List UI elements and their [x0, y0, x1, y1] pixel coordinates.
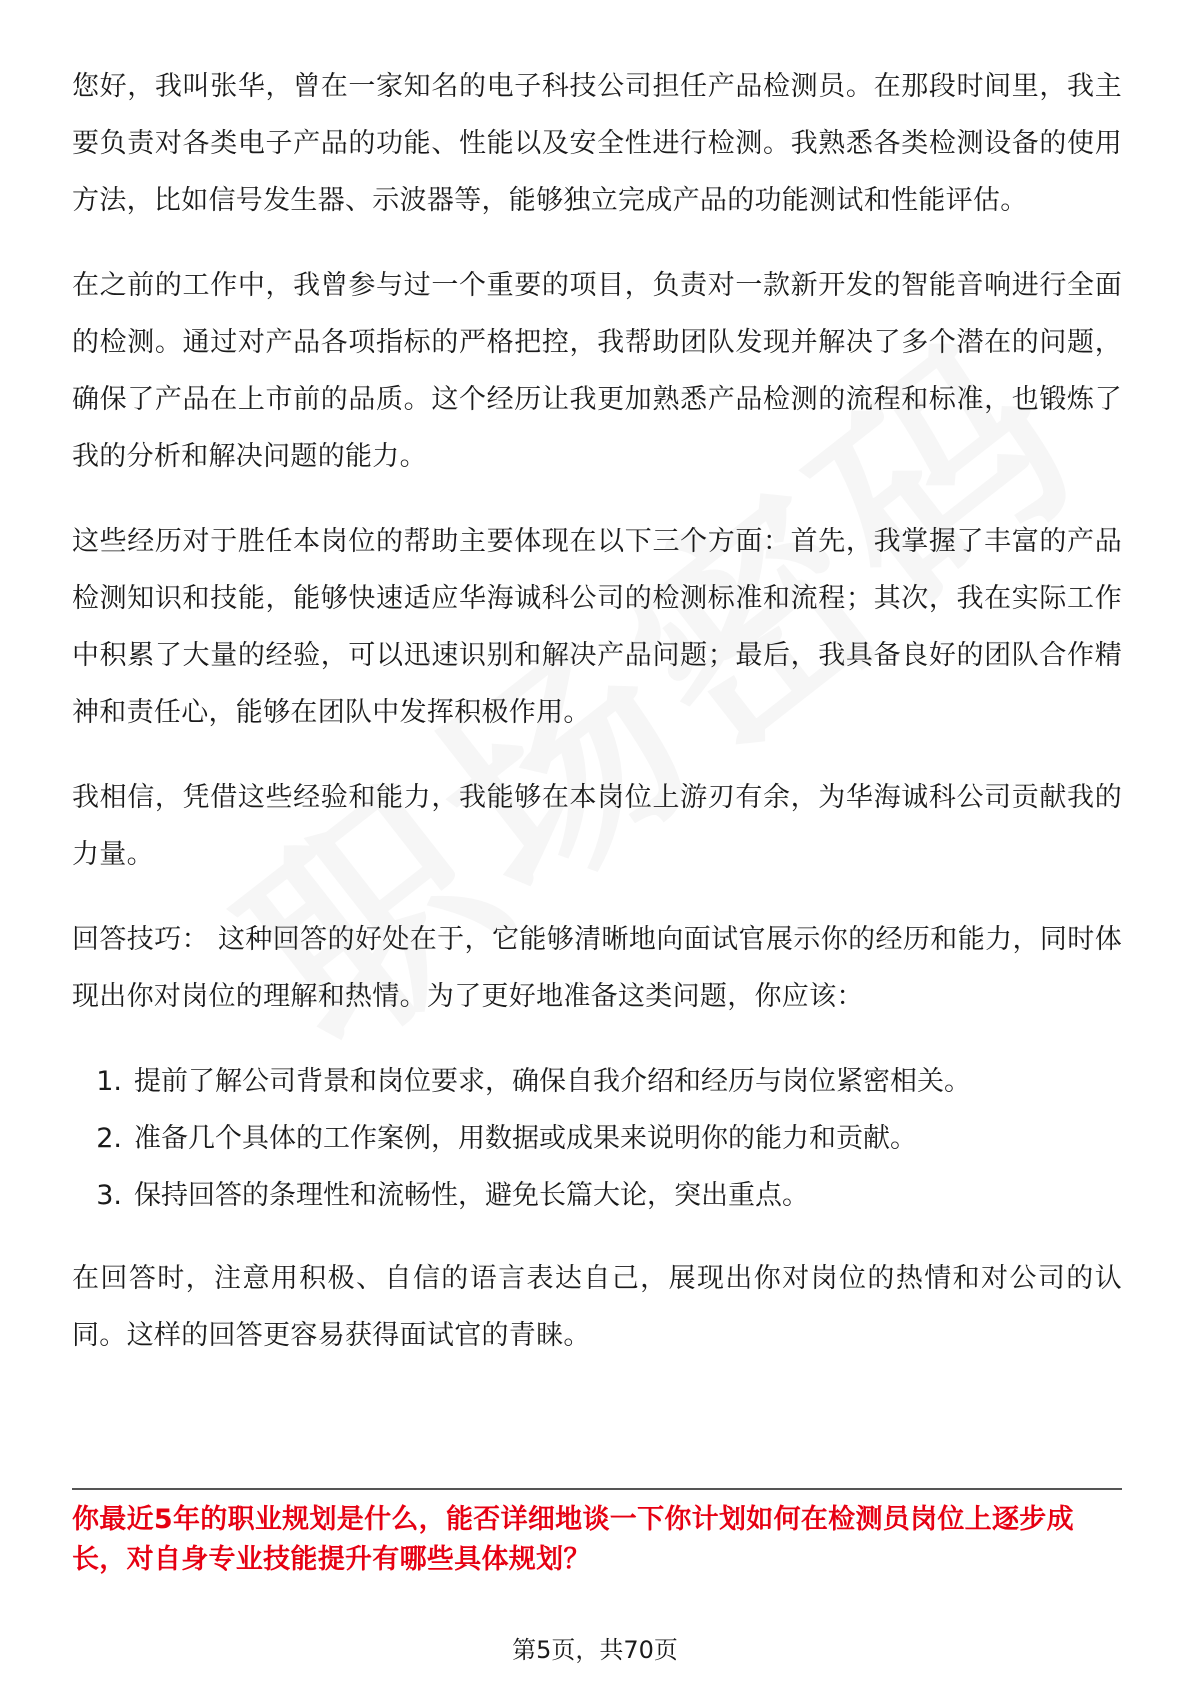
- list-item-text: 提前了解公司背景和岗位要求，确保自我介绍和经历与岗位紧密相关。: [134, 1066, 971, 1097]
- list-item: [72, 1053, 1122, 1110]
- list-item-number: 1.: [96, 1066, 122, 1097]
- list-item-number: 2.: [96, 1123, 122, 1154]
- paragraph-intro: 您好，我叫张华，曾在一家知名的电子科技公司担任产品检测员。在那段时间里，我主要负责对各类电子产品的功能、性能以及安全性进行检测。我熟悉各类检测设备的使用方法，比如信号发生器、示波器等，能够独立完成产品的功能测试和性能评估。: [72, 71, 1122, 216]
- paragraph-benefits: 这些经历对于胜任本岗位的帮助主要体现在以下三个方面：首先，我掌握了丰富的产品检测知识和技能，能够快速适应华海诚科公司的检测标准和流程；其次，我在实际工作中积累了大量的经验，可以迅速识别和解决产品问题；最后，我具备良好的团队合作精神和责任心，能够在团队中发挥积极作用。: [72, 526, 1122, 728]
- document-body: [72, 58, 1122, 1392]
- list-item: [72, 1167, 1122, 1224]
- paragraph-conclusion: 我相信，凭借这些经验和能力，我能够在本岗位上游刃有余，为华海诚科公司贡献我的力量。: [72, 782, 1122, 870]
- paragraph-project: 在之前的工作中，我曾参与过一个重要的项目，负责对一款新开发的智能音响进行全面的检测。通过对产品各项指标的严格把控，我帮助团队发现并解决了多个潜在的问题，确保了产品在上市前的品质。这个经历让我更加熟悉产品检测的流程和标准，也锻炼了我的分析和解决问题的能力。: [72, 270, 1122, 472]
- paragraph-answer-tips: 回答技巧： 这种回答的好处在于，它能够清晰地向面试官展示你的经历和能力，同时体现出你对岗位的理解和热情。为了更好地准备这类问题，你应该：: [72, 924, 1122, 1012]
- next-question-heading: 你最近5年的职业规划是什么，能否详细地谈一下你计划如何在检测员岗位上逐步成长，对自身专业技能提升有哪些具体规划？: [72, 1504, 1074, 1575]
- section-divider: [72, 1488, 1122, 1490]
- tips-list: [72, 1053, 1122, 1224]
- list-item-number: 3.: [96, 1180, 122, 1211]
- list-item-text: 保持回答的条理性和流畅性，避免长篇大论，突出重点。: [134, 1180, 809, 1211]
- list-item-text: 准备几个具体的工作案例，用数据或成果来说明你的能力和贡献。: [134, 1123, 917, 1154]
- paragraph-closing: 在回答时，注意用积极、自信的语言表达自己，展现出你对岗位的热情和对公司的认同。这样的回答更容易获得面试官的青睐。: [72, 1263, 1122, 1351]
- page-number: 第5页，共70页: [512, 1636, 678, 1664]
- list-item: [72, 1110, 1122, 1167]
